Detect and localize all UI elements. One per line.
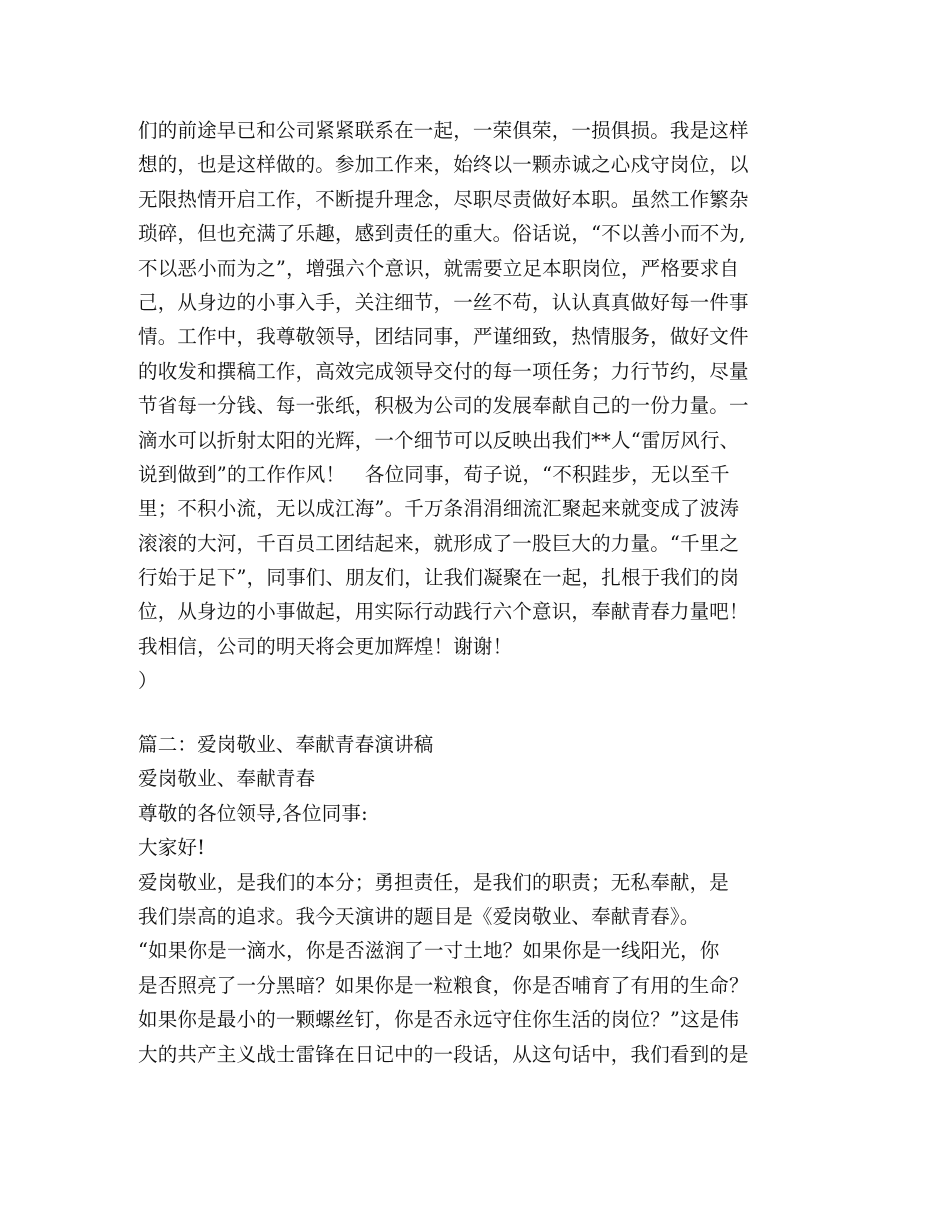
continuation-paragraph [138, 114, 828, 699]
text-line: 爱岗敬业，是我们的本分；勇担责任，是我们的职责；无私奉献，是 [138, 870, 730, 894]
section-two [138, 728, 828, 1072]
text-line: 大的共产主义战士雷锋在日记中的一段话，从这句话中，我们看到的是 [138, 1042, 749, 1066]
closing-parenthesis: ） [138, 669, 158, 693]
speech-title: 爱岗敬业、奉献青春 [138, 767, 316, 791]
text-line: 行始于足下”，同事们、朋友们，让我们凝聚在一起，扎根于我们的岗 [138, 566, 740, 590]
text-line: 不以恶小而为之”，增强六个意识，就需要立足本职岗位，严格要求自 [138, 256, 740, 280]
text-line: 情。工作中，我尊敬领导，团结同事，严谨细致，热情服务，做好文件 [138, 325, 749, 349]
text-line: 无限热情开启工作，不断提升理念，尽职尽责做好本职。虽然工作繁杂 [138, 187, 749, 211]
text-line: 如果你是最小的一颗螺丝钉，你是否永远守住你生活的岗位？”这是伟 [138, 1008, 740, 1032]
salutation: 尊敬的各位领导,各位同事: [138, 801, 368, 825]
text-line: “如果你是一滴水，你是否滋润了一寸土地？如果你是一线阳光，你 [138, 939, 720, 963]
text-line: 想的，也是这样做的。参加工作来，始终以一颗赤诚之心戍守岗位，以 [138, 153, 749, 177]
text-line: 位，从身边的小事做起，用实际行动践行六个意识，奉献青春力量吧！ [138, 600, 749, 624]
text-line: 的收发和撰稿工作，高效完成领导交付的每一项任务；力行节约，尽量 [138, 359, 749, 383]
text-line: 们的前途早已和公司紧紧联系在一起，一荣俱荣，一损俱损。我是这样 [138, 119, 749, 142]
text-line: 节省每一分钱、每一张纸，积极为公司的发展奉献自己的一份力量。一 [138, 394, 749, 418]
text-line: 我们崇高的追求。我今天演讲的题目是《爱岗敬业、奉献青春》。 [138, 904, 700, 928]
text-line: 里；不积小流，无以成江海”。千万条涓涓细流汇聚起来就变成了波涛 [138, 497, 740, 521]
text-line: 滴水可以折射太阳的光辉，一个细节可以反映出我们**人“雷厉风行、 [138, 428, 740, 452]
greeting: 大家好! [138, 836, 206, 860]
text-line: 是否照亮了一分黑暗？如果你是一粒粮食，你是否哺育了有用的生命？ [138, 973, 749, 997]
text-line: 说到做到”的工作作风！ 各位同事，荀子说，“不积跬步，无以至千 [138, 462, 730, 486]
section-heading: 篇二：爱岗敬业、奉献青春演讲稿 [138, 733, 434, 756]
text-line: 滚滚的大河，千百员工团结起来，就形成了一股巨大的力量。“千里之 [138, 531, 740, 555]
text-line: 己，从身边的小事入手，关注细节，一丝不苟，认认真真做好每一件事 [138, 290, 749, 314]
text-line: 琐碎，但也充满了乐趣，感到责任的重大。俗话说，“不以善小而不为, [138, 222, 746, 246]
text-line: 我相信，公司的明天将会更加辉煌！谢谢！ [138, 634, 513, 658]
